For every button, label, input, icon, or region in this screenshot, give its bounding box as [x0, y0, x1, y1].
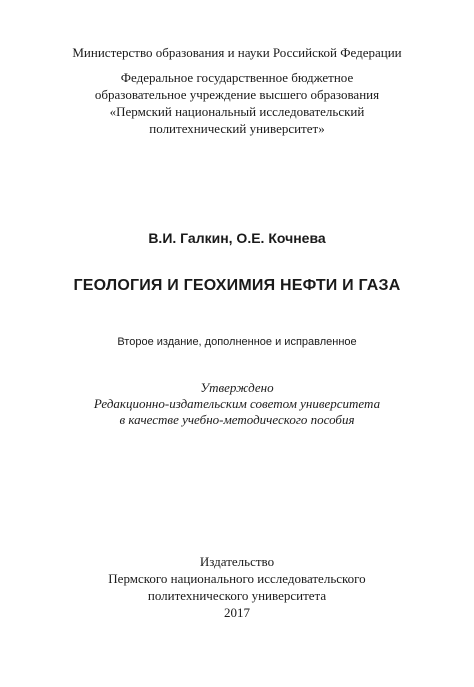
institution-block	[0, 69, 474, 137]
institution-line-3: «Пермский национальный исследовательский	[109, 104, 365, 119]
publication-year: 2017	[224, 605, 250, 620]
institution-line-1: Федеральное государственное бюджетное	[120, 70, 354, 85]
publisher-line-3: политехнического университета	[147, 588, 327, 603]
approval-line-1: Утверждено	[200, 380, 274, 395]
publisher-line-2: Пермского национального исследовательского	[108, 571, 366, 586]
ministry-line: Министерство образования и науки Российской Федерации	[72, 45, 402, 60]
authors: В.И. Галкин, О.Е. Кочнева	[148, 230, 326, 246]
institution-line-2: образовательное учреждение высшего образования	[94, 87, 380, 102]
edition-note: Второе издание, дополненное и исправленное	[117, 336, 357, 348]
book-title: ГЕОЛОГИЯ И ГЕОХИМИЯ НЕФТИ И ГАЗА	[73, 277, 401, 294]
approval-block	[0, 380, 474, 428]
approval-line-3: в качестве учебно-методического пособия	[119, 412, 355, 427]
approval-line-2: Редакционно-издательским советом университета	[93, 396, 381, 411]
ministry-block	[0, 44, 474, 61]
publisher-line-1: Издательство	[199, 554, 275, 569]
institution-line-4: политехнический университет»	[149, 121, 325, 136]
publisher-block	[0, 553, 474, 621]
